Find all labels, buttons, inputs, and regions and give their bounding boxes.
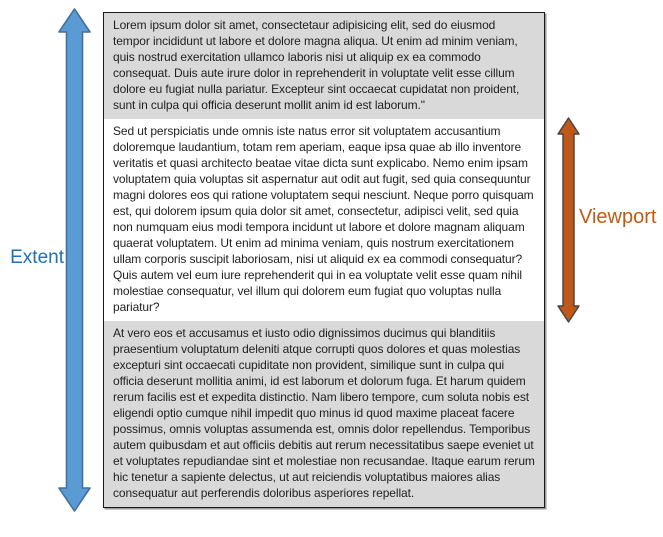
paragraph-below-viewport: At vero eos et accusamus et iusto odio dignissimos ducimus qui blanditiis praesentium voluptatum deleniti atque corrupti quos dolores et quas molestias excepturi sint occaecati cupiditate non provident, similique sunt in culpa qui officia deserunt mollitia animi, id est laborum et dolorum fuga. Et harum quidem rerum facilis est et expedita distinctio. Nam libero tempore, cum soluta nobis est eligendi optio cumque nihil impedit quo minus id quod maxime placeat facere possimus, omnis voluptas assumenda est, omnis dolor repellendus. Temporibus autem quibusdam et aut officiis debitis aut rerum necessitatibus saepe eveniet ut et voluptates repudiandae sint et molestiae non recusandae. Itaque earum rerum hic tenetur a sapiente delectus, ut aut reiciendis voluptatibus maiores alias consequatur aut perferendis doloribus asperiores repellat. [104, 321, 544, 507]
extent-label: Extent [10, 247, 64, 268]
viewport-arrow [557, 117, 580, 323]
viewport-label: Viewport [579, 206, 657, 228]
paragraph-in-viewport: Sed ut perspiciatis unde omnis iste natus error sit voluptatem accusantium doloremque laudantium, totam rem aperiam, eaque ipsa quae ab illo inventore veritatis et quasi architecto beatae vitae dicta sunt explicabo. Nemo enim ipsam voluptatem quia voluptas sit aspernatur aut odit aut fugit, sed quia consequuntur magni dolores eos qui ratione voluptatem sequi nesciunt. Neque porro quisquam est, qui dolorem ipsum quia dolor sit amet, consectetur, adipisci velit, sed quia non numquam eius modi tempora incidunt ut labore et dolore magnam aliquam quaerat voluptatem. Ut enim ad minima veniam, quis nostrum exercitationem ullam corporis suscipit laboriosam, nisi ut aliquid ex ea commodi consequatur? Quis autem vel eum iure reprehenderit qui in ea voluptate velit esse quam nihil molestiae consequatur, vel illum qui dolorem eum fugiat quo voluptas nulla pariatur? [104, 119, 544, 321]
paragraph-above-viewport: Lorem ipsum dolor sit amet, consectetaur adipisicing elit, sed do eiusmod tempor incididunt ut labore et dolore magna aliqua. Ut enim ad minim veniam, quis nostrud exercitation ullamco laboris nisi ut aliquip ex ea commodo consequat. Duis aute irure dolor in reprehenderit in voluptate velit esse cillum dolore eu fugiat nulla pariatur. Excepteur sint occaecat cupidatat non proident, sunt in culpa qui officia deserunt mollit anim id est laborum." [104, 13, 544, 119]
viewport-arrow-shape [558, 118, 579, 322]
content-box [103, 12, 545, 508]
